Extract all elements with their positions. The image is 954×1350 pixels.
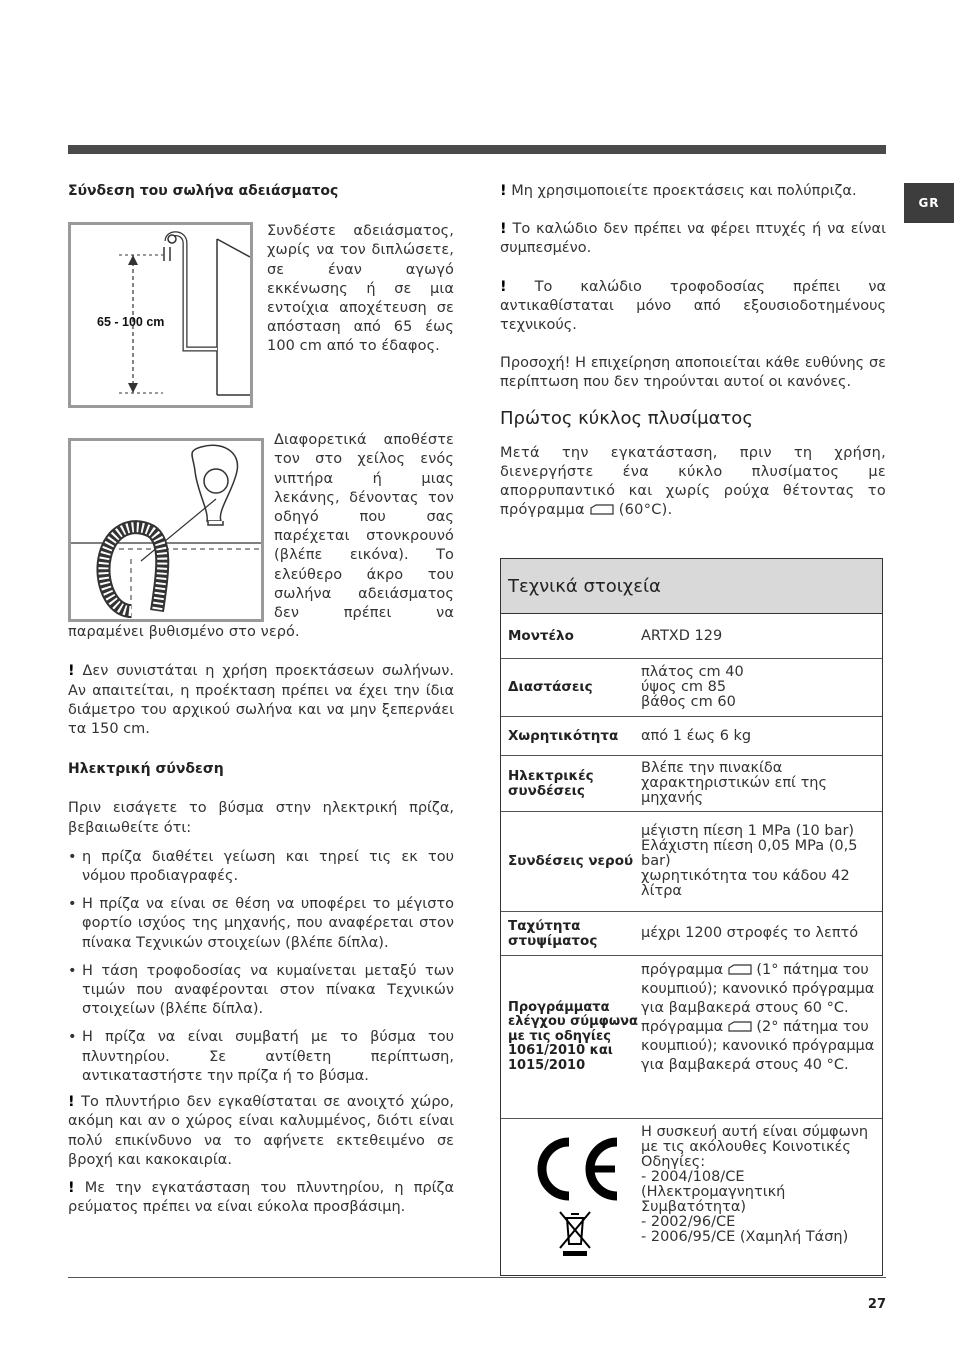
drain-heading: Σύνδεση του σωλήνα αδειάσματος xyxy=(68,183,339,199)
sink-illustration xyxy=(71,441,261,619)
list-item: • Η πρίζα να είναι συμβατή με το βύσμα του πλυντηρίου. Σε αντίθετη περίπτωση, αντικαταστήστε την πρίζα ή το βύσμα. xyxy=(68,1028,454,1086)
drain-height-label: 65 - 100 cm xyxy=(97,315,165,330)
caution-text: Προσοχή! Η επιχείρηση αποποιείται κάθε ευθύνης σε περίπτωση που δεν τηρούνται αυτοί οι κανόνες. xyxy=(500,355,886,391)
warning-extensions: ! Μη χρησιμοποιείτε προεκτάσεις και πολύπριζα. xyxy=(500,183,857,199)
list-item: • η πρίζα διαθέτει γείωση και τηρεί τις εκ του νόμου προδιαγραφές. xyxy=(68,848,454,886)
table-row xyxy=(501,912,882,956)
language-tab: GR xyxy=(904,183,954,223)
row-value: πλάτος cm 40 ύψος cm 85 βάθος cm 60 xyxy=(641,664,744,710)
table-row xyxy=(501,1119,882,1275)
electric-intro: Πριν εισάγετε το βύσμα στην ηλεκτρική πρίζα, βεβαιωθείτε ότι: xyxy=(68,800,454,836)
row-label: Μοντέλο xyxy=(508,627,574,644)
row-label: Συνδέσεις νερού xyxy=(508,853,634,869)
drain-text-2: Διαφορετικά αποθέστε τον στο χείλος ενός νιπτήρα ή μιας λεκάνης, δένοντας τον οδηγό που σας παρέχεται στονκρουνό (βλέπε εικόνα). Το ελεύθερο άκρο του σωλήνα αδειάσματος δεν πρέπει να παραμένει βυθισμένο στο νερό. xyxy=(68,432,454,641)
table-row xyxy=(501,812,882,912)
electric-heading: Ηλεκτρική σύνδεση xyxy=(68,761,224,778)
program-symbol-icon xyxy=(590,504,614,515)
row-value: μέχρι 1200 στροφές το λεπτό xyxy=(641,925,859,941)
page-number: 27 xyxy=(867,1297,886,1312)
row-value: από 1 έως 6 kg xyxy=(641,727,752,744)
program-symbol-icon xyxy=(728,964,752,975)
bottom-rule xyxy=(68,1277,886,1278)
drain-text-1: Συνδέστε αδειάσματος, χωρίς να τον διπλώσετε, σε έναν αγωγό εκκένωσης ή σε μια εντοίχια αποχέτευση σε απόσταση από 65 έως 100 cm από το έδαφος. xyxy=(267,223,454,355)
row-value: μέγιστη πίεση 1 MPa (10 bar) Ελάχιστη πίεση 0,05 MPa (0,5 bar) χωρητικότητα του κάδου 42 λίτρα xyxy=(641,823,858,899)
table-row xyxy=(501,956,882,1119)
outdoor-warning: ! Το πλυντήριο δεν εγκαθίσταται σε ανοιχτό χώρο, ακόμη και αν ο χώρος είναι καλυμμένος, διότι είναι πολύ επικίνδυνο να το αφήνετε εκτεθειμένο σε βροχή και κακοκαιρία. xyxy=(68,1094,455,1168)
compliance-marks xyxy=(501,1119,641,1275)
row-label: Διαστάσεις xyxy=(508,679,593,695)
table-row xyxy=(501,659,882,717)
drain-height-figure xyxy=(68,222,253,408)
row-value: ARTXD 129 xyxy=(641,627,723,644)
list-item: • Η πρίζα να είναι σε θέση να υποφέρει το μέγιστο φορτίο ισχύος της μηχανής, που αναφέρεται στον πίνακα Τεχνικών στοιχείων (βλέπε δίπλα). xyxy=(68,895,454,953)
sink-figure xyxy=(68,438,264,622)
left-column xyxy=(68,182,454,1217)
row-label: Χωρητικότητα xyxy=(508,727,619,744)
extension-warning: ! Δεν συνιστάται η χρήση προεκτάσεων σωλήνων. Αν απαιτείται, η προέκταση πρέπει να έχει την ίδια διάμετρο του αρχικού σωλήνα και να μην ξεπερνάει τα 150 cm. xyxy=(68,663,454,738)
first-cycle-text: Μετά την εγκατάσταση, πριν τη χρήση, διενεργήστε ένα κύκλο πλυσίματος με απορρυπαντικό και χωρίς ρούχα θέτοντας το πρόγραμμα (60°C). xyxy=(500,444,886,519)
list-item: • Η τάση τροφοδοσίας να κυμαίνεται μεταξύ των τιμών που αναφέρονται στον πίνακα Τεχνικών στοιχείων (βλέπε δίπλα). xyxy=(68,962,454,1020)
table-row xyxy=(501,717,882,756)
weee-bin-icon xyxy=(557,1210,593,1258)
ce-mark-icon xyxy=(527,1136,623,1202)
right-column xyxy=(500,182,886,521)
first-cycle-heading: Πρώτος κύκλος πλυσίματος xyxy=(500,407,753,429)
row-label: Ταχύτητα στυψίματος xyxy=(508,917,598,949)
technical-data-title: Τεχνικά στοιχεία xyxy=(501,559,882,614)
row-label: Προγράμματα ελέγχου σύμφωνα με τις οδηγίες 1061/2010 και 1015/2010 xyxy=(508,999,638,1073)
warning-cable-replace: ! Το καλώδιο τροφοδοσίας πρέπει να αντικαθίσταται μόνο από εξουσιοδοτημένους τεχνικούς. xyxy=(500,278,886,334)
drain-height-illustration xyxy=(71,225,250,405)
row-value: Βλέπε την πινακίδα χαρακτηριστικών επί της μηχανής xyxy=(641,760,828,806)
row-label: Ηλεκτρικές συνδέσεις xyxy=(508,767,594,799)
top-rule xyxy=(68,145,886,154)
table-row xyxy=(501,614,882,659)
row-value: πρόγραμμα (1° πάτημα του κουμπιού); κανονικό πρόγραμμα για βαμβακερά στους 60 °C. πρόγραμμα (2° πάτημα του κουμπιού); κανονικό πρόγραμμα για βαμβακερά στους 40 °C. xyxy=(641,962,875,1073)
table-row xyxy=(501,756,882,812)
technical-data-table xyxy=(500,558,883,1276)
program-symbol-icon xyxy=(728,1021,752,1032)
access-warning: ! Με την εγκατάσταση του πλυντηρίου, η πρίζα ρεύματος πρέπει να είναι εύκολα προσβάσιμη. xyxy=(68,1179,455,1216)
row-value: Η συσκευή αυτή είναι σύμφωνη με τις ακόλουθες Κοινοτικές Οδηγίες: - 2004/108/CE (Ηλεκτρομαγνητική Συμβατότητα) - 2002/96/CE - 2006/95/CE (Χαμηλή Τάση) xyxy=(641,1124,869,1245)
warning-cable-folds: ! Το καλώδιο δεν πρέπει να φέρει πτυχές ή να είναι συμπεσμένο. xyxy=(500,221,887,257)
electric-checklist xyxy=(68,848,454,1086)
